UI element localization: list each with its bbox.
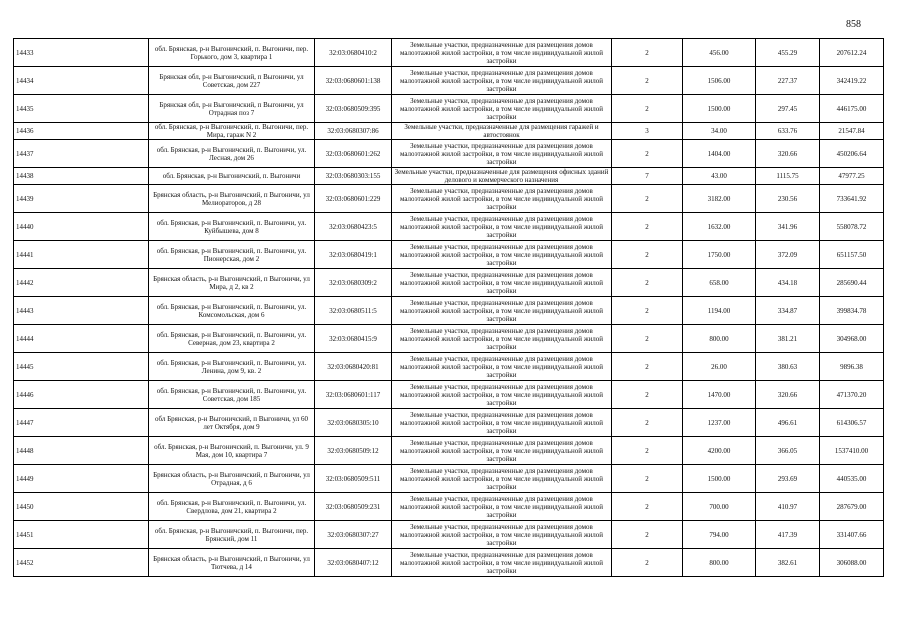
- cadastral-value-cell: 306088.00: [820, 549, 884, 577]
- table-row: [14, 39, 884, 67]
- cadastral-number-cell: 32:03:0680601:117: [315, 381, 392, 409]
- specific-value-cell: 297.45: [756, 95, 820, 123]
- address-cell: обл. Брянская, р-н Выгоничский, п. Выгоничи, пер. Мира, гараж N 2: [149, 123, 315, 140]
- category-cell: 2: [612, 67, 683, 95]
- table-body: [14, 39, 884, 577]
- area-cell: 3182.00: [683, 185, 756, 213]
- area-cell: 794.00: [683, 521, 756, 549]
- address-cell: Брянская область, р-н Выгоничский, п Выгоничи, ул Отрадная, д 6: [149, 465, 315, 493]
- area-cell: 456.00: [683, 39, 756, 67]
- cadastral-number-cell: 32:03:0680511:5: [315, 297, 392, 325]
- row-number: 14435: [14, 95, 149, 123]
- row-number: 14437: [14, 140, 149, 168]
- row-number: 14450: [14, 493, 149, 521]
- land-use-cell: Земельные участки, предназначенные для размещения домов малоэтажной жилой застройки, в том числе индивидуальной жилой застройки: [392, 241, 612, 269]
- land-use-cell: Земельные участки, предназначенные для размещения домов малоэтажной жилой застройки, в том числе индивидуальной жилой застройки: [392, 549, 612, 577]
- land-use-cell: Земельные участки, предназначенные для размещения домов малоэтажной жилой застройки, в том числе индивидуальной жилой застройки: [392, 465, 612, 493]
- address-cell: Брянская область, р-н Выгоничский, п Выгоничи, ул Тютчева, д 14: [149, 549, 315, 577]
- table-row: [14, 381, 884, 409]
- area-cell: 1237.00: [683, 409, 756, 437]
- address-cell: обл. Брянская, р-н Выгоничский, п. Выгоничи, ул. Комсомольская, дом 6: [149, 297, 315, 325]
- cadastral-number-cell: 32:03:0680309:2: [315, 269, 392, 297]
- cadastral-value-cell: 450206.64: [820, 140, 884, 168]
- table-row: [14, 297, 884, 325]
- address-cell: Брянская область, р-н Выгоничский, п Выгоничи, ул Мелиораторов, д 28: [149, 185, 315, 213]
- address-cell: Брянская обл, р-н Выгоничский, п Выгоничи, ул Отрадная поз 7: [149, 95, 315, 123]
- area-cell: 1470.00: [683, 381, 756, 409]
- cadastral-value-cell: 1537410.00: [820, 437, 884, 465]
- category-cell: 2: [612, 241, 683, 269]
- table-row: [14, 213, 884, 241]
- cadastral-number-cell: 32:03:0680423:5: [315, 213, 392, 241]
- specific-value-cell: 227.37: [756, 67, 820, 95]
- cadastral-number-cell: 32:03:0680601:229: [315, 185, 392, 213]
- row-number: 14451: [14, 521, 149, 549]
- area-cell: 26.00: [683, 353, 756, 381]
- category-cell: 2: [612, 185, 683, 213]
- cadastral-number-cell: 32:03:0680509:12: [315, 437, 392, 465]
- land-use-cell: Земельные участки, предназначенные для размещения домов малоэтажной жилой застройки, в том числе индивидуальной жилой застройки: [392, 269, 612, 297]
- row-number: 14440: [14, 213, 149, 241]
- row-number: 14441: [14, 241, 149, 269]
- address-cell: обл. Брянская, р-н Выгоничский, п. Выгоничи, ул. Лесная, дом 26: [149, 140, 315, 168]
- table-row: [14, 409, 884, 437]
- cadastral-value-cell: 47977.25: [820, 168, 884, 185]
- row-number: 14446: [14, 381, 149, 409]
- area-cell: 1506.00: [683, 67, 756, 95]
- cadastral-value-cell: 287679.00: [820, 493, 884, 521]
- land-use-cell: Земельные участки, предназначенные для размещения домов малоэтажной жилой застройки, в том числе индивидуальной жилой застройки: [392, 140, 612, 168]
- land-use-cell: Земельные участки, предназначенные для размещения домов малоэтажной жилой застройки, в том числе индивидуальной жилой застройки: [392, 39, 612, 67]
- land-use-cell: Земельные участки, предназначенные для размещения домов малоэтажной жилой застройки, в том числе индивидуальной жилой застройки: [392, 521, 612, 549]
- category-cell: 2: [612, 521, 683, 549]
- area-cell: 34.00: [683, 123, 756, 140]
- land-use-cell: Земельные участки, предназначенные для размещения домов малоэтажной жилой застройки, в том числе индивидуальной жилой застройки: [392, 437, 612, 465]
- table-row: [14, 437, 884, 465]
- land-use-cell: Земельные участки, предназначенные для размещения домов малоэтажной жилой застройки, в том числе индивидуальной жилой застройки: [392, 297, 612, 325]
- category-cell: 2: [612, 549, 683, 577]
- table-row: [14, 493, 884, 521]
- category-cell: 2: [612, 297, 683, 325]
- cadastral-number-cell: 32:03:0680601:262: [315, 140, 392, 168]
- area-cell: 1194.00: [683, 297, 756, 325]
- specific-value-cell: 334.87: [756, 297, 820, 325]
- address-cell: Брянская обл, р-н Выгоничский, п Выгоничи, ул Советская, дом 227: [149, 67, 315, 95]
- area-cell: 1500.00: [683, 95, 756, 123]
- address-cell: обл Брянская, р-н Выгоничский, п Выгоничи, ул 60 лет Октября, дом 9: [149, 409, 315, 437]
- cadastral-value-cell: 471370.20: [820, 381, 884, 409]
- category-cell: 2: [612, 269, 683, 297]
- specific-value-cell: 366.05: [756, 437, 820, 465]
- land-use-cell: Земельные участки, предназначенные для размещения домов малоэтажной жилой застройки, в том числе индивидуальной жилой застройки: [392, 353, 612, 381]
- land-use-cell: Земельные участки, предназначенные для размещения домов малоэтажной жилой застройки, в том числе индивидуальной жилой застройки: [392, 185, 612, 213]
- category-cell: 2: [612, 39, 683, 67]
- land-use-cell: Земельные участки, предназначенные для размещения домов малоэтажной жилой застройки, в том числе индивидуальной жилой застройки: [392, 325, 612, 353]
- category-cell: 2: [612, 95, 683, 123]
- cadastral-number-cell: 32:03:0680509:511: [315, 465, 392, 493]
- specific-value-cell: 372.09: [756, 241, 820, 269]
- specific-value-cell: 380.63: [756, 353, 820, 381]
- specific-value-cell: 434.18: [756, 269, 820, 297]
- cadastral-number-cell: 32:03:0680415:9: [315, 325, 392, 353]
- row-number: 14439: [14, 185, 149, 213]
- specific-value-cell: 320.66: [756, 140, 820, 168]
- cadastral-number-cell: 32:03:0680420:81: [315, 353, 392, 381]
- cadastral-value-cell: 331407.66: [820, 521, 884, 549]
- specific-value-cell: 382.61: [756, 549, 820, 577]
- area-cell: 800.00: [683, 325, 756, 353]
- page-number: 858: [846, 19, 861, 30]
- table-row: [14, 140, 884, 168]
- cadastral-value-cell: 399834.78: [820, 297, 884, 325]
- area-cell: 1500.00: [683, 465, 756, 493]
- cadastral-number-cell: 32:03:0680601:138: [315, 67, 392, 95]
- row-number: 14444: [14, 325, 149, 353]
- address-cell: обл. Брянская, р-н Выгоничский, п. Выгоничи, ул. Куйбышева, дом 8: [149, 213, 315, 241]
- cadastral-number-cell: 32:03:0680419:1: [315, 241, 392, 269]
- cadastral-number-cell: 32:03:0680303:155: [315, 168, 392, 185]
- row-number: 14436: [14, 123, 149, 140]
- row-number: 14447: [14, 409, 149, 437]
- area-cell: 43.00: [683, 168, 756, 185]
- cadastral-number-cell: 32:03:0680509:231: [315, 493, 392, 521]
- address-cell: обл. Брянская, р-н Выгоничский, п. Выгоничи, ул. Свердлова, дом 21, квартира 2: [149, 493, 315, 521]
- table-row: [14, 185, 884, 213]
- land-use-cell: Земельные участки, предназначенные для размещения домов малоэтажной жилой застройки, в том числе индивидуальной жилой застройки: [392, 493, 612, 521]
- category-cell: 2: [612, 325, 683, 353]
- cadastral-value-cell: 733641.92: [820, 185, 884, 213]
- specific-value-cell: 341.96: [756, 213, 820, 241]
- row-number: 14438: [14, 168, 149, 185]
- specific-value-cell: 381.21: [756, 325, 820, 353]
- table-row: [14, 521, 884, 549]
- specific-value-cell: 230.56: [756, 185, 820, 213]
- area-cell: 658.00: [683, 269, 756, 297]
- address-cell: Брянская область, р-н Выгоничский, п Выгоничи, ул Мира, д 2, кв 2: [149, 269, 315, 297]
- cadastral-value-cell: 342419.22: [820, 67, 884, 95]
- address-cell: обл. Брянская, р-н Выгоничский, п. Выгоничи, ул. Северная, дом 23, квартира 2: [149, 325, 315, 353]
- table-row: [14, 168, 884, 185]
- address-cell: обл. Брянская, р-н Выгоничский, п. Выгоничи, ул. 9 Мая, дом 10, квартира 7: [149, 437, 315, 465]
- specific-value-cell: 320.66: [756, 381, 820, 409]
- specific-value-cell: 455.29: [756, 39, 820, 67]
- area-cell: 1404.00: [683, 140, 756, 168]
- land-use-cell: Земельные участки, предназначенные для размещения домов малоэтажной жилой застройки, в том числе индивидуальной жилой застройки: [392, 409, 612, 437]
- category-cell: 2: [612, 381, 683, 409]
- area-cell: 4200.00: [683, 437, 756, 465]
- address-cell: обл. Брянская, р-н Выгоничский, п. Выгоничи, ул. Пионерская, дом 2: [149, 241, 315, 269]
- land-use-cell: Земельные участки, предназначенные для размещения домов малоэтажной жилой застройки, в том числе индивидуальной жилой застройки: [392, 67, 612, 95]
- cadastral-number-cell: 32:03:0680407:12: [315, 549, 392, 577]
- land-use-cell: Земельные участки, предназначенные для размещения домов малоэтажной жилой застройки, в том числе индивидуальной жилой застройки: [392, 213, 612, 241]
- address-cell: обл. Брянская, р-н Выгоничский, п. Выгоничи: [149, 168, 315, 185]
- category-cell: 3: [612, 123, 683, 140]
- land-use-cell: Земельные участки, предназначенные для размещения гаражей и автостоянок: [392, 123, 612, 140]
- specific-value-cell: 496.61: [756, 409, 820, 437]
- cadastral-registry-table: [13, 38, 884, 577]
- cadastral-value-cell: 207612.24: [820, 39, 884, 67]
- table-row: [14, 549, 884, 577]
- cadastral-value-cell: 651157.50: [820, 241, 884, 269]
- category-cell: 2: [612, 213, 683, 241]
- cadastral-value-cell: 440535.00: [820, 465, 884, 493]
- cadastral-value-cell: 285690.44: [820, 269, 884, 297]
- cadastral-value-cell: 304968.00: [820, 325, 884, 353]
- table-row: [14, 95, 884, 123]
- category-cell: 2: [612, 353, 683, 381]
- row-number: 14442: [14, 269, 149, 297]
- category-cell: 2: [612, 437, 683, 465]
- cadastral-value-cell: 558078.72: [820, 213, 884, 241]
- row-number: 14434: [14, 67, 149, 95]
- cadastral-value-cell: 614306.57: [820, 409, 884, 437]
- address-cell: обл. Брянская, р-н Выгоничский, п. Выгоничи, ул. Ленина, дом 9, кв. 2: [149, 353, 315, 381]
- table-row: [14, 67, 884, 95]
- cadastral-number-cell: 32:03:0680410:2: [315, 39, 392, 67]
- category-cell: 2: [612, 493, 683, 521]
- cadastral-number-cell: 32:03:0680307:86: [315, 123, 392, 140]
- table-row: [14, 241, 884, 269]
- table-row: [14, 353, 884, 381]
- area-cell: 1632.00: [683, 213, 756, 241]
- category-cell: 2: [612, 140, 683, 168]
- cadastral-value-cell: 446175.00: [820, 95, 884, 123]
- row-number: 14443: [14, 297, 149, 325]
- category-cell: 2: [612, 465, 683, 493]
- cadastral-number-cell: 32:03:0680509:395: [315, 95, 392, 123]
- specific-value-cell: 417.39: [756, 521, 820, 549]
- specific-value-cell: 1115.75: [756, 168, 820, 185]
- address-cell: обл. Брянская, р-н Выгоничский, п. Выгоничи, ул. Советская, дом 185: [149, 381, 315, 409]
- cadastral-number-cell: 32:03:0680307:27: [315, 521, 392, 549]
- row-number: 14452: [14, 549, 149, 577]
- land-use-cell: Земельные участки, предназначенные для размещения офисных зданий делового и коммерческого назначения: [392, 168, 612, 185]
- area-cell: 800.00: [683, 549, 756, 577]
- area-cell: 1750.00: [683, 241, 756, 269]
- row-number: 14445: [14, 353, 149, 381]
- row-number: 14448: [14, 437, 149, 465]
- table-row: [14, 269, 884, 297]
- table-row: [14, 465, 884, 493]
- address-cell: обл. Брянская, р-н Выгоничский, п. Выгоничи, пер. Горького, дом 3, квартира 1: [149, 39, 315, 67]
- category-cell: 2: [612, 409, 683, 437]
- specific-value-cell: 293.69: [756, 465, 820, 493]
- table-row: [14, 325, 884, 353]
- land-use-cell: Земельные участки, предназначенные для размещения домов малоэтажной жилой застройки, в том числе индивидуальной жилой застройки: [392, 95, 612, 123]
- cadastral-number-cell: 32:03:0680305:10: [315, 409, 392, 437]
- table-row: [14, 123, 884, 140]
- row-number: 14449: [14, 465, 149, 493]
- cadastral-value-cell: 9896.38: [820, 353, 884, 381]
- category-cell: 7: [612, 168, 683, 185]
- area-cell: 700.00: [683, 493, 756, 521]
- land-use-cell: Земельные участки, предназначенные для размещения домов малоэтажной жилой застройки, в том числе индивидуальной жилой застройки: [392, 381, 612, 409]
- specific-value-cell: 410.97: [756, 493, 820, 521]
- specific-value-cell: 633.76: [756, 123, 820, 140]
- address-cell: обл. Брянская, р-н Выгоничский, п. Выгоничи, пер. Брянский, дом 11: [149, 521, 315, 549]
- row-number: 14433: [14, 39, 149, 67]
- cadastral-value-cell: 21547.84: [820, 123, 884, 140]
